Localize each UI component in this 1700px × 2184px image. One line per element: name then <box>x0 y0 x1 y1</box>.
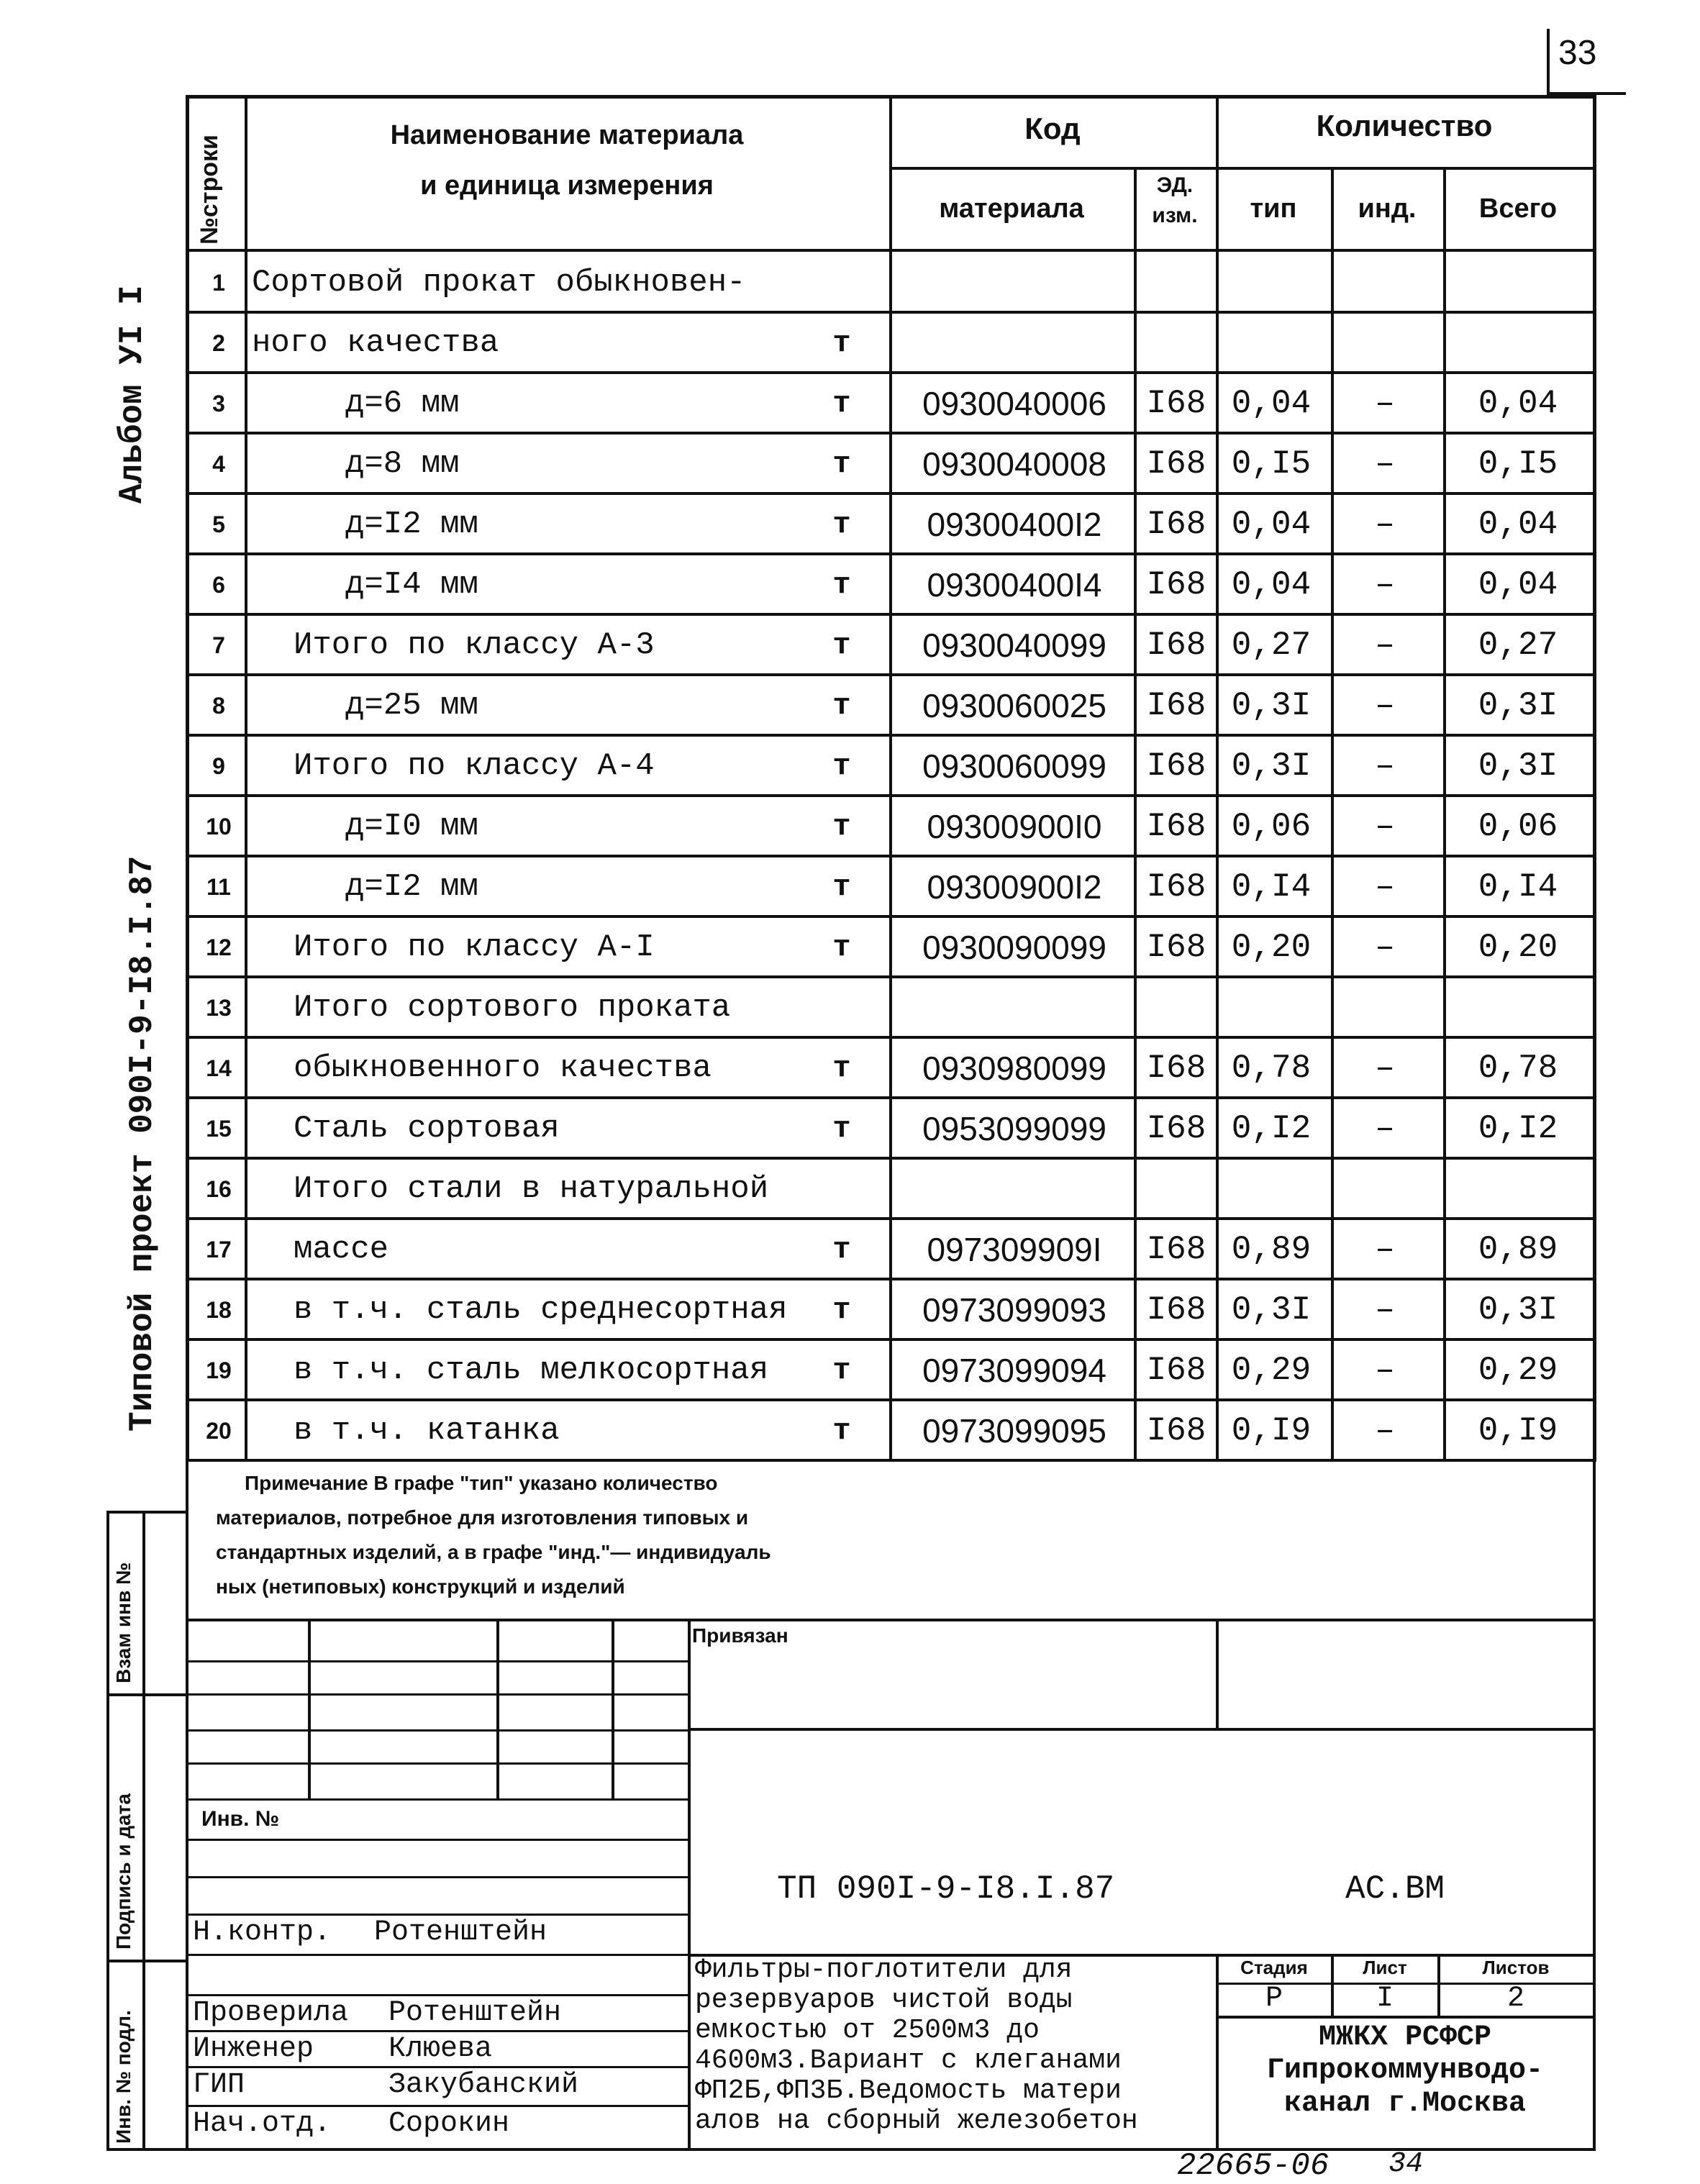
signature-grid-line <box>186 1839 688 1841</box>
title-block-left <box>186 1459 188 2151</box>
row-code: 0973099093 <box>922 1291 1106 1329</box>
header-name: Наименование материала <box>390 120 744 150</box>
row-unit-code: I68 <box>1146 1231 1206 1268</box>
row-code: 09300400I2 <box>927 506 1102 543</box>
sheet-label: Лист <box>1363 1957 1407 1978</box>
note-line-1: Примечание В графе "тип" указано количество <box>245 1472 718 1494</box>
signature-role: Инженер <box>193 2033 314 2065</box>
row-unit: т <box>832 447 851 481</box>
row-qty-tip: 0,3I <box>1231 687 1312 724</box>
row-unit-code <box>1137 1158 1216 1220</box>
row-unit-code: I68 <box>1146 627 1206 664</box>
row-qty-total <box>1446 312 1590 374</box>
page-number-divider <box>1547 29 1550 94</box>
row-code: 0930040006 <box>922 385 1106 422</box>
row-code: 0973099095 <box>922 1412 1106 1450</box>
row-number: 4 <box>212 451 225 477</box>
signature-name: Закубанский <box>388 2069 579 2101</box>
row-qty-tip: 0,I9 <box>1231 1412 1312 1450</box>
row-unit-code: I68 <box>1146 1352 1206 1389</box>
signature-name: Ротенштейн <box>374 1916 547 1949</box>
row-qty-tip: 0,06 <box>1231 808 1312 845</box>
row-unit-code: I68 <box>1146 929 1206 966</box>
row-name: Итого сортового проката <box>294 990 731 1026</box>
row-unit-code: I68 <box>1146 385 1206 422</box>
row-qty-total: 0,I5 <box>1478 445 1558 483</box>
signature-grid-line <box>186 1798 688 1801</box>
row-qty-ind: – <box>1375 1352 1395 1389</box>
row-qty-tip <box>1217 1158 1325 1220</box>
row-code <box>892 312 1137 374</box>
row-qty-total: 0,I9 <box>1478 1412 1558 1450</box>
note-line-4: ных (нетиповых) конструкций и изделий <box>216 1575 625 1598</box>
row-qty-tip: 0,27 <box>1231 627 1312 664</box>
stamp-inv-no-label: Инв. № подл. <box>112 2010 135 2144</box>
row-qty-tip: 0,3I <box>1231 747 1312 785</box>
row-unit: т <box>832 628 851 663</box>
signature-name: Сорокин <box>388 2108 510 2140</box>
row-code: 0973099094 <box>922 1352 1106 1389</box>
org-line-1: МЖКХ РСФСР <box>1318 2021 1492 2054</box>
row-name: Итого стали в натуральной <box>294 1171 769 1207</box>
stamp-strip-div2 <box>106 1960 187 1962</box>
row-qty-total: 0,89 <box>1478 1231 1558 1268</box>
row-qty-total: 0,06 <box>1478 808 1558 845</box>
row-number: 9 <box>212 753 225 779</box>
row-qty-ind: – <box>1375 1291 1395 1329</box>
row-number: 8 <box>212 693 225 719</box>
table-right-border <box>1593 95 1596 1462</box>
header-tip: тип <box>1250 194 1297 224</box>
row-unit-code: I68 <box>1146 506 1206 543</box>
row-qty-ind: – <box>1375 747 1395 785</box>
row-unit-code <box>1137 977 1216 1039</box>
row-qty-tip: 0,04 <box>1231 566 1312 604</box>
row-code: 09300900I0 <box>927 808 1102 845</box>
row-unit-code: I68 <box>1146 808 1206 845</box>
signature-name: Ротенштейн <box>388 1997 562 2029</box>
org-line-3: канал г.Москва <box>1283 2088 1527 2120</box>
doc-code: ТП 090I-9-I8.I.87 <box>777 1870 1115 1908</box>
row-qty-ind: – <box>1375 445 1395 483</box>
row-qty-tip: 0,20 <box>1231 929 1312 966</box>
row-unit-code: I68 <box>1146 566 1206 604</box>
row-name: обыкновенного качества <box>294 1050 712 1086</box>
row-name: Сталь сортовая <box>294 1111 560 1147</box>
row-qty-total <box>1446 977 1590 1039</box>
stage-bottom <box>1216 2016 1596 2019</box>
signature-grid-line <box>186 1954 688 1956</box>
row-unit <box>820 252 863 314</box>
sheets-label: Листов <box>1482 1957 1550 1978</box>
row-number: 17 <box>206 1237 232 1262</box>
row-name: д=I0 мм <box>345 809 478 845</box>
stamp-strip-left <box>106 1511 109 2151</box>
title-line-4: 4600м3.Вариант с клеганами <box>695 2045 1122 2076</box>
row-qty-ind: – <box>1375 868 1395 906</box>
row-unit <box>820 1158 863 1220</box>
row-qty-ind: – <box>1375 627 1395 664</box>
row-qty-total <box>1446 252 1590 314</box>
title-block-divider <box>688 1619 691 2151</box>
row-qty-tip: 0,78 <box>1231 1050 1312 1087</box>
signature-name: Клюева <box>388 2033 493 2065</box>
title-line-2: резервуаров чистой воды <box>695 1985 1073 2016</box>
title-block-top <box>186 1619 1596 1621</box>
row-qty-ind: – <box>1375 1050 1395 1087</box>
row-qty-tip: 0,04 <box>1231 506 1312 543</box>
header-row-no: №строки <box>196 135 223 245</box>
sig-grid-v2 <box>496 1619 499 1798</box>
row-number: 7 <box>212 632 225 658</box>
row-unit-code: I68 <box>1146 868 1206 906</box>
row-unit-code <box>1137 252 1216 314</box>
row-number: 1 <box>212 270 225 296</box>
title-line-1: Фильтры-поглотители для <box>695 1955 1073 1985</box>
title-block-right <box>1593 1459 1596 2151</box>
row-qty-tip <box>1217 252 1325 314</box>
row-number: 12 <box>206 934 232 960</box>
header-unit-izm: изм. <box>1152 204 1198 227</box>
row-qty-ind: – <box>1375 687 1395 724</box>
row-qty-total: 0,04 <box>1478 566 1558 604</box>
row-name: Итого по классу А-3 <box>294 627 655 663</box>
row-unit: т <box>832 1353 851 1388</box>
row-qty-tip: 0,29 <box>1231 1352 1312 1389</box>
privyazan-bottom <box>688 1728 1596 1731</box>
row-qty-ind: – <box>1375 929 1395 966</box>
stamp-strip-top <box>106 1511 187 1514</box>
footer-page: 34 <box>1388 2148 1424 2180</box>
header-ind: инд. <box>1358 194 1417 224</box>
row-unit: т <box>832 1414 851 1448</box>
row-unit: т <box>832 1232 851 1267</box>
stamp-strip-bottom <box>106 2148 187 2151</box>
header-code-material: материала <box>939 194 1084 224</box>
row-name: в т.ч. сталь мелкосортная <box>294 1352 769 1388</box>
signature-role: Н.контр. <box>193 1916 332 1949</box>
row-code: 0930040099 <box>922 627 1106 664</box>
row-qty-ind <box>1331 312 1439 374</box>
header-mid-line <box>889 167 1596 170</box>
header-code: Код <box>1024 112 1081 145</box>
footer-number: 22665-06 <box>1177 2148 1329 2184</box>
row-unit-code: I68 <box>1146 1110 1206 1147</box>
row-number: 10 <box>206 814 232 840</box>
row-code: 0953099099 <box>922 1110 1106 1147</box>
row-qty-tip: 0,I5 <box>1231 445 1312 483</box>
row-name: в т.ч. катанка <box>294 1413 560 1449</box>
organization <box>1217 2021 1593 2121</box>
row-unit: т <box>832 930 851 965</box>
row-code: 09300900I2 <box>927 868 1102 906</box>
row-qty-total: 0,3I <box>1478 687 1558 724</box>
row-unit-code <box>1137 312 1216 374</box>
stage-label: Стадия <box>1240 1957 1308 1978</box>
row-code: 0930090099 <box>922 929 1106 966</box>
title-line-5: ФП2Б,ФП3Б.Ведомость матери <box>695 2075 1122 2106</box>
row-code: 0930060099 <box>922 747 1106 785</box>
row-name: д=I2 мм <box>345 506 478 542</box>
row-number: 2 <box>212 330 225 356</box>
signature-role: Нач.отд. <box>193 2108 332 2140</box>
row-qty-total: 0,29 <box>1478 1352 1558 1389</box>
signature-grid-line <box>186 2030 688 2032</box>
signature-role: Проверила <box>193 1997 349 2029</box>
row-qty-tip <box>1217 977 1325 1039</box>
row-qty-ind: – <box>1375 1412 1395 1450</box>
signature-grid-line <box>186 1994 688 1996</box>
row-unit-code: I68 <box>1146 1050 1206 1087</box>
row-unit: т <box>832 749 851 783</box>
row-code <box>892 252 1137 314</box>
row-name: д=25 мм <box>345 688 478 724</box>
album-label: Альбом УI I <box>114 285 151 504</box>
row-code <box>892 977 1137 1039</box>
signature-grid-line <box>186 2066 688 2068</box>
signature-role: ГИП <box>193 2069 245 2101</box>
row-number: 18 <box>206 1297 232 1323</box>
note-line-3: стандартных изделий, а в графе "инд."— индивидуаль <box>216 1541 771 1563</box>
doc-mark: АС.ВМ <box>1345 1870 1445 1908</box>
sheets-value: 2 <box>1506 1983 1524 2015</box>
privyazan-divider <box>1216 1619 1219 1729</box>
title-line-3: емкостью от 2500м3 до <box>695 2015 1040 2046</box>
row-qty-ind <box>1331 977 1439 1039</box>
row-unit: т <box>832 870 851 904</box>
row-qty-tip: 0,I4 <box>1231 868 1312 906</box>
row-name: д=6 мм <box>345 386 460 422</box>
row-name: д=I4 мм <box>345 567 478 603</box>
row-name: Сортовой прокат обыкновен- <box>252 265 746 301</box>
row-unit-code: I68 <box>1146 1291 1206 1329</box>
row-name: д=I2 мм <box>345 869 478 905</box>
row-unit: т <box>832 1111 851 1146</box>
row-qty-tip: 0,89 <box>1231 1231 1312 1268</box>
row-unit: т <box>832 809 851 844</box>
row-name: Итого по классу А-I <box>294 929 655 965</box>
header-unit-ed: ЭД. <box>1156 173 1194 197</box>
row-code <box>892 1158 1137 1220</box>
privyazan-label: Привязан <box>692 1624 788 1647</box>
row-qty-total: 0,3I <box>1478 1291 1558 1329</box>
stamp-replace-inv-label: Взам инв № <box>112 1562 135 1683</box>
header-quantity: Количество <box>1316 109 1493 142</box>
row-name: в т.ч. сталь среднесортная <box>294 1292 788 1328</box>
signature-grid-line <box>186 1914 688 1916</box>
row-qty-tip: 0,3I <box>1231 1291 1312 1329</box>
row-qty-tip: 0,I2 <box>1231 1110 1312 1147</box>
row-number: 11 <box>206 874 231 900</box>
row-qty-total: 0,04 <box>1478 506 1558 543</box>
row-unit: т <box>832 1293 851 1327</box>
stage-value: Р <box>1265 1983 1283 2015</box>
row-qty-tip <box>1217 312 1325 374</box>
row-unit-code: I68 <box>1146 687 1206 724</box>
row-qty-total: 0,3I <box>1478 747 1558 785</box>
stamp-strip-div1 <box>106 1693 187 1696</box>
row-qty-total: 0,I4 <box>1478 868 1558 906</box>
row-number: 14 <box>206 1055 232 1081</box>
document-title <box>695 1955 1213 2137</box>
page-number: 33 <box>1558 34 1597 72</box>
row-qty-ind <box>1331 1158 1439 1220</box>
sig-grid-v3 <box>612 1619 614 1798</box>
row-qty-ind: – <box>1375 1231 1395 1268</box>
row-number: 16 <box>206 1176 232 1202</box>
row-unit-code: I68 <box>1146 747 1206 785</box>
row-qty-ind: – <box>1375 385 1395 422</box>
row-unit-code: I68 <box>1146 1412 1206 1450</box>
row-code: 0930040008 <box>922 445 1106 483</box>
signature-grid-line <box>186 2105 688 2107</box>
sheet-value: I <box>1376 1983 1394 2015</box>
row-name: д=8 мм <box>345 446 460 482</box>
sig-grid-v1 <box>308 1619 311 1798</box>
row-number: 20 <box>206 1418 232 1444</box>
row-unit-code: I68 <box>1146 445 1206 483</box>
row-qty-ind <box>1331 252 1439 314</box>
row-number: 19 <box>206 1357 232 1383</box>
stamp-strip-mid <box>142 1511 145 2151</box>
row-qty-total: 0,04 <box>1478 385 1558 422</box>
row-code: 097309909I <box>927 1231 1102 1268</box>
row-number: 15 <box>206 1116 232 1142</box>
row-code: 0930060025 <box>922 687 1106 724</box>
row-number: 5 <box>212 511 225 537</box>
row-name: ного качества <box>252 325 499 361</box>
row-qty-ind: – <box>1375 808 1395 845</box>
row-unit: т <box>832 1051 851 1086</box>
row-qty-total: 0,27 <box>1478 627 1558 664</box>
inv-no-label: Инв. № <box>201 1807 280 1831</box>
row-name: массе <box>294 1232 389 1268</box>
row-qty-total: 0,I2 <box>1478 1110 1558 1147</box>
signature-grid-line <box>186 1876 688 1878</box>
row-number: 13 <box>206 995 232 1021</box>
row-unit: т <box>832 688 851 723</box>
project-label: Типовой проект 090I-9-I8.I.87 <box>124 855 161 1432</box>
row-qty-tip: 0,04 <box>1231 385 1312 422</box>
row-qty-total: 0,78 <box>1478 1050 1558 1087</box>
row-unit: т <box>832 386 851 421</box>
row-unit: т <box>832 507 851 542</box>
title-block-bottom <box>186 2148 1596 2151</box>
title-line-6: алов на сборный железобетон <box>695 2106 1138 2137</box>
row-name: Итого по классу А-4 <box>294 748 655 784</box>
note-line-2: материалов, потребное для изготовления типовых и <box>216 1506 749 1529</box>
row-number: 6 <box>212 572 225 598</box>
stamp-signature-label: Подпись и дата <box>112 1793 135 1949</box>
header-name-line2: и единица измерения <box>420 170 714 201</box>
org-line-2: Гипрокоммунводо- <box>1266 2055 1544 2087</box>
row-unit: т <box>832 326 851 360</box>
row-unit <box>820 977 863 1039</box>
row-unit: т <box>832 568 851 602</box>
row-qty-ind: – <box>1375 1110 1395 1147</box>
row-code: 0930980099 <box>922 1050 1106 1087</box>
header-total: Всего <box>1478 194 1558 224</box>
row-code: 09300400I4 <box>927 566 1102 604</box>
row-qty-total <box>1446 1158 1590 1220</box>
row-qty-ind: – <box>1375 566 1395 604</box>
row-number: 3 <box>212 391 225 417</box>
row-qty-total: 0,20 <box>1478 929 1558 966</box>
row-qty-ind: – <box>1375 506 1395 543</box>
